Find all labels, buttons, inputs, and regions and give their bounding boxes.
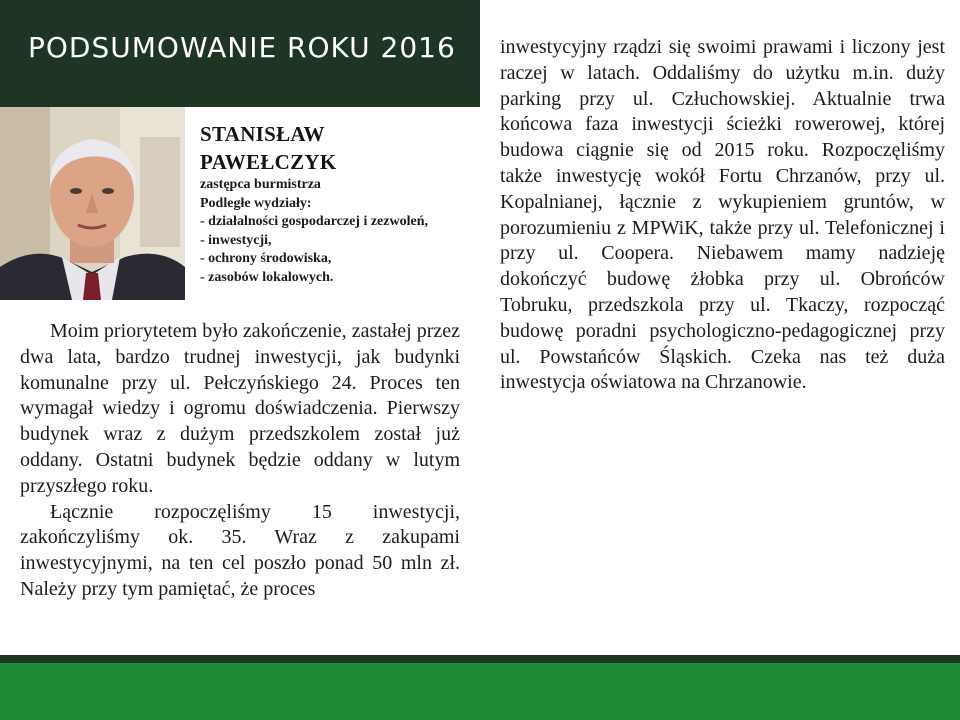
- departments-label: Podległe wydziały:: [200, 195, 312, 211]
- page-title: PODSUMOWANIE ROKU 2016: [28, 31, 456, 64]
- article-left-column: [20, 319, 460, 603]
- profile-role: zastępca burmistrza: [200, 177, 321, 192]
- article-paragraph: inwestycyjny rządzi się swoimi prawami i liczony jest raczej w latach. Oddaliśmy do użytku m.in. duży parking przy ul. Człuchowskiej. Aktualnie trwa końcowa faza inwestycji ścieżki rowerowej, której budowa ciągnie się od 2015 roku. Rozpoczęliśmy także inwestycję wokół Fortu Chrzanów, przy ul. Kopalnianej, łącznie z wykupieniem gruntów, w porozumieniu z MPWiK, także przy ul. Telefonicznej i przy ul. Coopera. Niebawem mamy nadzieję dokończyć budowę żłobka przy ul. Obrońców Tobruku, przedszkola przy ul. Tkaczy, rozpocząć budowę poradni psychologiczno-pedagogicznej przy ul. Powstańców Śląskich. Czeka nas też duża inwestycja oświatowa na Chrzanowie.: [500, 36, 945, 394]
- header-band: [0, 0, 480, 107]
- department-item: - inwestycji,: [200, 232, 272, 248]
- profile-block: [200, 120, 470, 287]
- footer-stripe-dark: [0, 655, 960, 663]
- department-item: - zasobów lokalowych.: [200, 269, 334, 285]
- article-paragraph: Moim priorytetem było zakończenie, zastałej przez dwa lata, bardzo trudnej inwestycji, jak budynki komunalne przy ul. Pełczyńskiego 24. Proces ten wymagał wiedzy i ogromu doświadczenia. Pierwszy budynek wraz z dużym przedszkolem został już oddany. Ostatni budynek będzie oddany w lutym przyszłego roku.: [20, 320, 460, 497]
- article-right-column: [500, 35, 945, 396]
- department-item: - działalności gospodarczej i zezwoleń,: [200, 214, 428, 229]
- portrait-photo: [0, 107, 185, 300]
- profile-name-last: PAWEŁCZYK: [200, 150, 337, 174]
- profile-name-first: STANISŁAW: [200, 122, 325, 146]
- footer-stripe-green: [0, 663, 960, 720]
- portrait-image: [0, 107, 185, 300]
- department-item: - ochrony środowiska,: [200, 251, 332, 266]
- departments-list: [200, 213, 470, 287]
- article-paragraph: Łącznie rozpoczęliśmy 15 inwestycji, zakończyliśmy ok. 35. Wraz z zakupami inwestycyjnymi, na ten cel poszło ponad 50 mln zł. Należy przy tym pamiętać, że proces: [20, 500, 460, 600]
